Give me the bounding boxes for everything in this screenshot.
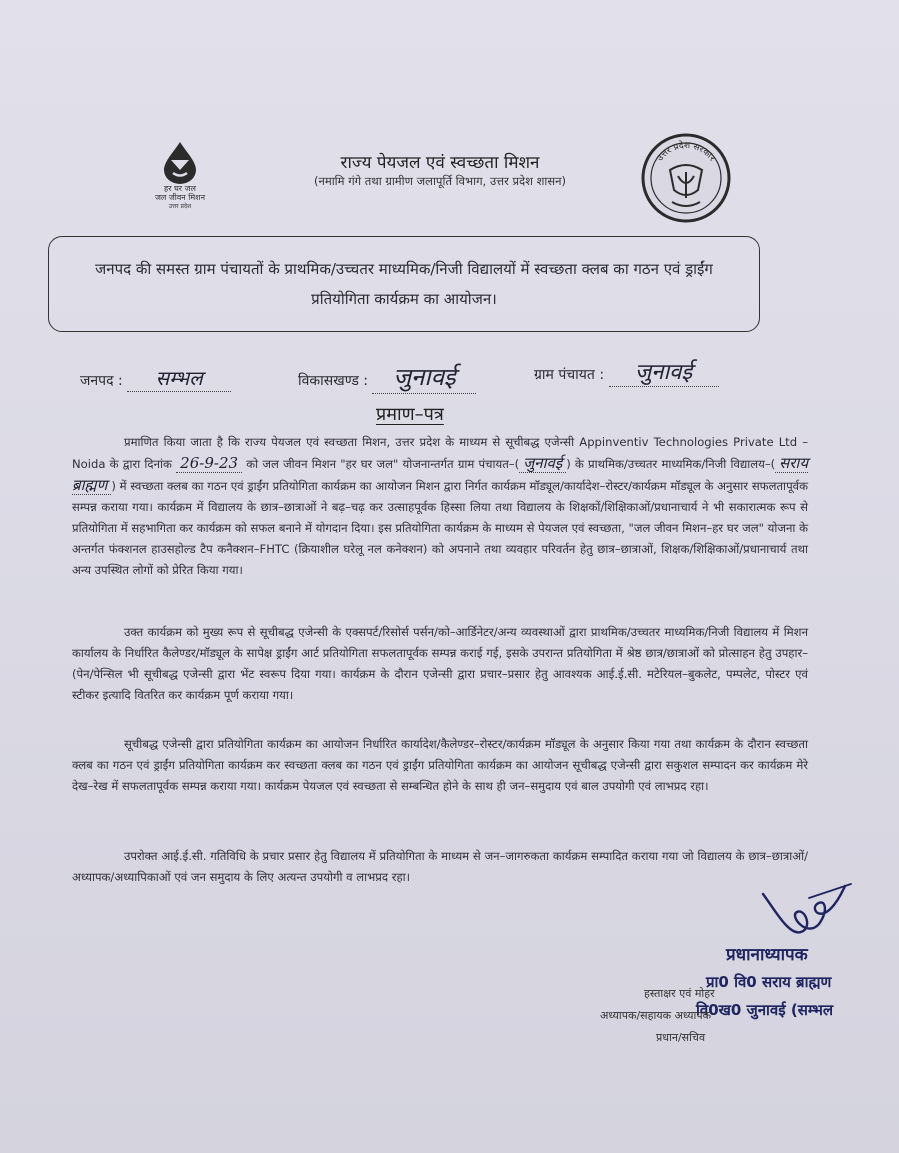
district-value: सम्भल bbox=[127, 364, 231, 392]
p1-text-c: ) के प्राथमिक/उच्चतर माध्यमिक/निजी विद्यालय–( bbox=[566, 457, 776, 471]
logo-tag-3: उत्तर प्रदेश bbox=[168, 203, 192, 210]
up-government-emblem bbox=[640, 132, 732, 224]
certificate-title: प्रमाण–पत्र bbox=[376, 404, 444, 425]
stamp-line-3: वि0ख0 जुनावई (सम्भल bbox=[696, 1001, 834, 1019]
p1-school: सराय ब्राह्मण bbox=[72, 454, 809, 494]
logo-tag-2: जल जीवन मिशन bbox=[154, 193, 206, 202]
pradhan-label: प्रधान/सचिव bbox=[656, 1031, 706, 1044]
p1-date: 26-9-23 bbox=[176, 454, 242, 473]
panchayat-label: ग्राम पंचायत : bbox=[534, 367, 605, 383]
paragraph-3: सूचीबद्ध एजेन्सी द्वारा प्रतियोगिता कार्यक्रम का आयोजन निर्धारित कार्यादेश/कैलेण्डर–रोस्टर/कार्यक्रम मॉड्यूल के अनुसार किया गया तथा कार्यक्रम के दौरान स्वच्छता क्लब का गठन एवं ड्राईंग प्रतियोगिता कार्यक्रम कर स्वच्छता क्लब का गठन एवं ड्राईंग प्रतियोगिता कार्यक्रम का आयोजन सूचीबद्ध एजेन्सी द्वारा सकुशल सम्पादन कर कार्यक्रम मेरे देख–रेख में सफलतापूर्वक सम्पन्न कराया गया। कार्यक्रम पेयजल एवं स्वच्छता से सम्बन्धित होने के साथ ही जन–समुदाय एवं बाल उपयोगी एवं लाभप्रद रहा। bbox=[72, 737, 808, 793]
stamp-line-1: प्रधानाध्यापक bbox=[726, 945, 808, 965]
block-field bbox=[298, 360, 476, 394]
p1-text-d: ) में स्वच्छता क्लब का गठन एवं ड्राईंग प्रतियोगिता कार्यक्रम का आयोजन मिशन द्वारा निर्गत कार्यक्रम मॉड्यूल/कार्यादेश–रोस्टर/कार्यक्रम मॉड्यूल के अनुसार सफलतापूर्वक सम्पन्न कराया गया। कार्यक्रम में विद्यालय के छात्र–छात्राओं ने बढ़–चढ़ कर उत्साहपूर्वक हिस्सा लिया तथा विद्यालय के शिक्षकों/शिक्षिकाओं/प्रधानाचार्य ने भी सकारात्मक रूप से प्रतियोगिता में सहभागिता कर कार्यक्रम को सफल बनाने में योगदान दिया। इस प्रतियोगिता कार्यक्रम के माध्यम से पेयजल एवं स्वच्छता, "जल जीवन मिशन–हर घर जल" योजना के अन्तर्गत फंक्शनल हाउसहोल्ड टैप कनैक्शन–FHTC (क्रियाशील घरेलू नल कनेक्शन) को अपनाने तथा व्यवहार परिवर्तन हेतु छात्र–छात्राओं, शिक्षक/शिक्षिकाओं/प्रधानाचार्य तथा अन्य उपस्थित लोगों को प्रेरित किया गया। bbox=[72, 479, 808, 577]
paragraph-2: उक्त कार्यक्रम को मुख्य रूप से सूचीबद्ध एजेन्सी के एक्सपर्ट/रिसोर्स पर्सन/को–आर्डिनेटर/अन्य व्यवस्थाओं द्वारा प्राथमिक/उच्चतर माध्यमिक/निजी विद्यालय में मिशन कार्यालय के निर्धारित कैलेण्डर/मॉड्यूल के सापेक्ष ड्राईंग आर्ट प्रतियोगिता सफलतापूर्वक सम्पन्न कराई गई, इसके उपरान्त प्रतियोगिता में श्रेष्ठ छात्र/छात्राओं को प्रोत्साहन हेतु उपहार–(पेन/पेन्सिल भी सूचीबद्ध एजेन्सी द्वारा भेंट स्वरूप दिया गया। कार्यक्रम के दौरान एजेन्सी द्वारा प्रचार–प्रसार हेतु आवश्यक आई.ई.सी. मटेरियल–बुकलेट, पम्पलेट, पोस्टर एवं स्टीकर इत्यादि वितरित कर कार्यक्रम पूर्ण कराया गया। bbox=[72, 625, 808, 702]
handwritten-signature-icon bbox=[755, 880, 855, 950]
emblem-text: उत्तर प्रदेश सरकार bbox=[655, 140, 717, 164]
paragraph-1 bbox=[72, 432, 808, 581]
p1-gram-panchayat: जुनावई bbox=[519, 454, 566, 473]
water-drop-icon bbox=[160, 140, 200, 184]
logo-tag-1: हर घर जल bbox=[164, 184, 196, 193]
teacher-label: अध्यापक/सहायक अध्यापक bbox=[600, 1009, 712, 1022]
district-label: जनपद : bbox=[80, 373, 123, 389]
block-label: विकासखण्ड : bbox=[298, 373, 369, 389]
p1-text-b: को जल जीवन मिशन "हर घर जल" योजनान्तर्गत ग्राम पंचायत–( bbox=[246, 457, 520, 471]
district-field bbox=[80, 364, 231, 392]
subject-box bbox=[48, 236, 760, 332]
stamp-line-2: प्रा0 वि0 सराय ब्राह्मण bbox=[706, 973, 832, 991]
p1-text-a: प्रमाणित किया जाता है कि राज्य पेयजल एवं स्वच्छता मिशन, उत्तर प्रदेश के माध्यम से सूचीबद्ध एजेन्सी Appinventiv Technologies Private Ltd – Noida के द्वारा दिनांक bbox=[72, 435, 808, 471]
paragraph-4: उपरोक्त आई.ई.सी. गतिविधि के प्रचार प्रसार हेतु विद्यालय में प्रतियोगिता के माध्यम से जन–जागरुकता कार्यक्रम सम्पादित कराया गया जो विद्यालय के छात्र–छात्राओं/अध्यापक/अध्यापिकाओं एवं जन समुदाय के लिए अत्यन्त उपयोगी व लाभप्रद रहा। bbox=[72, 849, 808, 884]
har-ghar-jal-logo bbox=[140, 140, 220, 211]
header-subtitle: (नमामि गंगे तथा ग्रामीण जलापूर्ति विभाग, उत्तर प्रदेश शासन) bbox=[313, 174, 567, 188]
header-title: राज्य पेयजल एवं स्वच्छता मिशन bbox=[340, 153, 540, 173]
block-value: जुनावई bbox=[372, 360, 476, 394]
panchayat-value: जुनावई bbox=[609, 356, 719, 387]
subject-text: जनपद की समस्त ग्राम पंचायतों के प्राथमिक/उच्चतर माध्यमिक/निजी विद्यालयों में स्वच्छता क्लब का गठन एवं ड्राईंग प्रतियोगिता कार्यक्रम का आयोजन। bbox=[95, 260, 713, 308]
signature-label: हस्ताक्षर एवं मोहर bbox=[644, 987, 715, 1000]
panchayat-field bbox=[534, 356, 719, 387]
